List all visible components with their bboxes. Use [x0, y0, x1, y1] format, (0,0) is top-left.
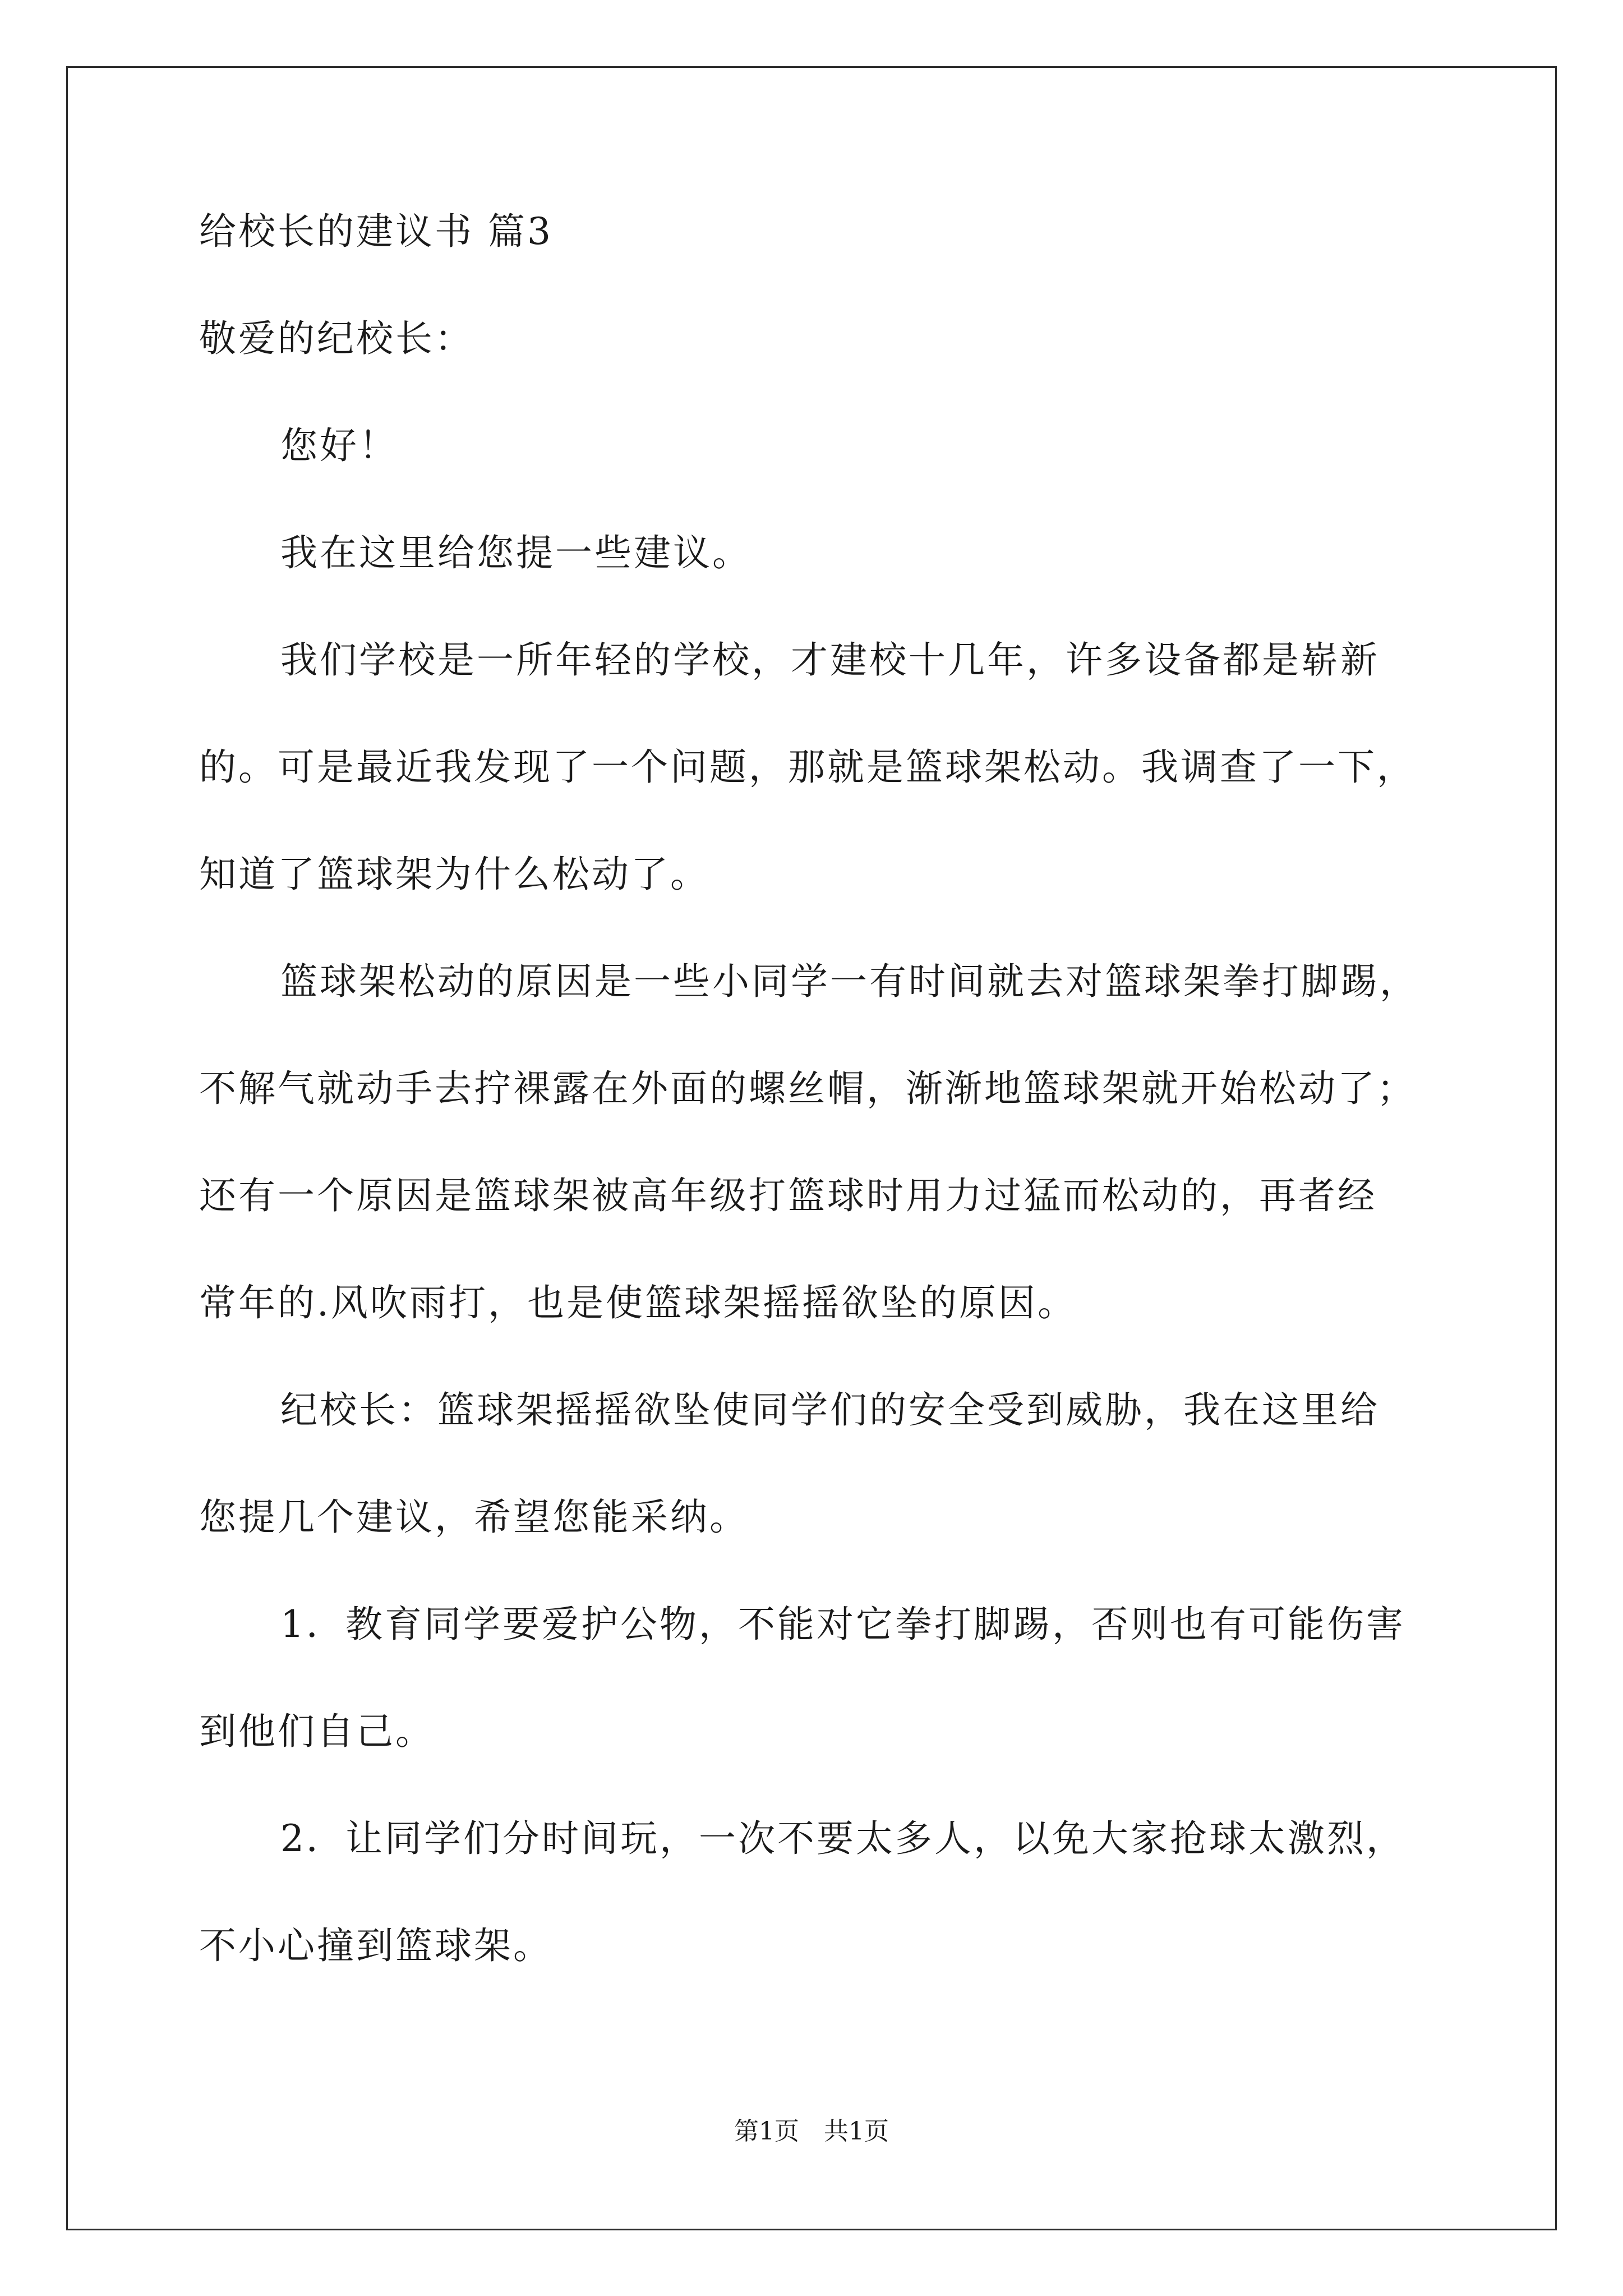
paragraph-line: 还有一个原因是篮球架被高年级打篮球时用力过猛而松动的，再者经 [199, 1174, 1377, 1217]
paragraph-line: 的。可是最近我发现了一个问题，那就是篮球架松动。我调查了一下， [199, 746, 1416, 789]
paragraph-line: 2．让同学们分时间玩，一次不要太多人，以免大家抢球太激烈， [280, 1817, 1405, 1860]
paragraph-line: 知道了篮球架为什么松动了。 [199, 853, 709, 896]
paragraph-line: 1．教育同学要爱护公物，不能对它拳打脚踢，否则也有可能伤害 [280, 1603, 1405, 1646]
paragraph-line: 常年的.风吹雨打，也是使篮球架摇摇欲坠的原因。 [199, 1281, 1077, 1324]
paragraph-school [199, 638, 1433, 896]
suggestion-2 [199, 1817, 1433, 1967]
page-number: 第1页 共1页 [734, 2117, 889, 2146]
intro-line: 我在这里给您提一些建议。 [280, 531, 751, 574]
paragraph-line: 篮球架松动的原因是一些小同学一有时间就去对篮球架拳打脚踢， [280, 960, 1419, 1003]
paragraph-line: 到他们自己。 [199, 1710, 435, 1753]
suggestion-1 [199, 1603, 1433, 1753]
paragraph-causes [199, 960, 1433, 1324]
salutation: 敬爱的纪校长： [199, 317, 474, 360]
greeting: 您好！ [280, 424, 398, 467]
document-title: 给校长的建议书 篇3 [199, 210, 553, 253]
paragraph-appeal [199, 1388, 1433, 1539]
paragraph-line: 不小心撞到篮球架。 [199, 1924, 552, 1967]
document-body [199, 210, 1433, 1967]
paragraph-line: 您提几个建议，希望您能采纳。 [199, 1496, 749, 1539]
paragraph-line: 我们学校是一所年轻的学校，才建校十几年，许多设备都是崭新 [280, 638, 1380, 682]
paragraph-line: 纪校长：篮球架摇摇欲坠使同学们的安全受到威胁，我在这里给 [280, 1388, 1380, 1432]
paragraph-line: 不解气就动手去拧裸露在外面的螺丝帽，渐渐地篮球架就开始松动了； [199, 1067, 1416, 1110]
